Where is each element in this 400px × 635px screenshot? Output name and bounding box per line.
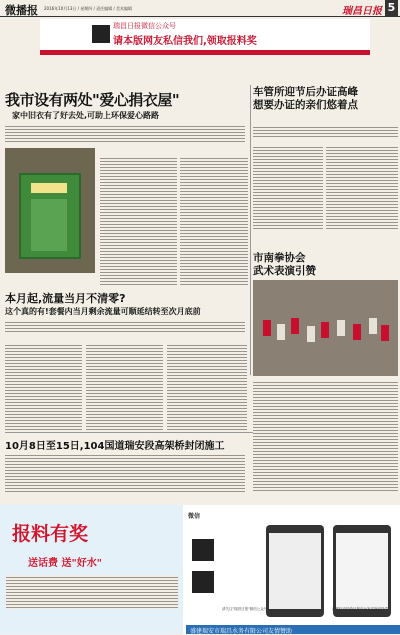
page-number: 5 bbox=[385, 0, 398, 16]
story2-body bbox=[5, 343, 82, 433]
story2-body-3 bbox=[167, 343, 247, 433]
ad-footer bbox=[186, 625, 400, 634]
story-right1-lead bbox=[253, 125, 398, 138]
story-right2-headline: 市南拳协会 武术表演引赞 bbox=[253, 252, 316, 277]
qr-code-icon bbox=[92, 25, 110, 43]
ad-caption-2: 在微信直接给日报后台发送新闻线索 bbox=[332, 607, 388, 611]
ad-title: 报料有奖 bbox=[12, 523, 89, 545]
qr-code-icon bbox=[192, 571, 214, 593]
phone-screenshot bbox=[333, 525, 391, 617]
story-right1-body-2 bbox=[326, 145, 398, 231]
ad-slogan: 送话费 送"好水" bbox=[28, 558, 102, 569]
story1-lead-text bbox=[5, 124, 245, 143]
qr-code-icon bbox=[192, 539, 214, 561]
sponsor-text: 盛建瑞安市瑞昌水务有限公司友情赞助 bbox=[190, 628, 293, 635]
ad-body-text bbox=[6, 575, 178, 609]
story-right1-body bbox=[253, 145, 323, 231]
story2-body-2 bbox=[86, 343, 163, 433]
story-right2-body bbox=[253, 380, 398, 425]
story2-headline: 本月起,流量当月不清零? bbox=[5, 292, 126, 305]
story1-body-text bbox=[100, 156, 177, 285]
story-right1-headline: 车管所迎节后办证高峰 想要办证的亲们悠着点 bbox=[253, 86, 358, 111]
advertisement bbox=[0, 505, 400, 634]
brief-news-body bbox=[253, 425, 398, 493]
story2-lead bbox=[5, 320, 245, 332]
story1-photo bbox=[5, 148, 95, 273]
issue-date: 2016年10月13日 / 星期四 / 责任编辑 / 美术编辑 bbox=[44, 6, 133, 11]
wechat-label: 微信 bbox=[188, 513, 201, 520]
story3-body bbox=[5, 453, 245, 493]
clothing-donation-bin-image bbox=[19, 173, 81, 259]
story2-subheadline: 这个真的有!套餐内当月剩余流量可顺延结转至次月底前 bbox=[5, 307, 201, 316]
banner-top-text: 瑞昌日报微信公众号 bbox=[113, 22, 176, 30]
ad-caption-1: 请关注"瑞昌日报"微信公众号 bbox=[222, 607, 268, 611]
column-title: 微播报 bbox=[5, 4, 38, 17]
story1-body-text-2 bbox=[180, 156, 248, 285]
newspaper-logo: 瑞昌日报 bbox=[342, 6, 382, 17]
top-banner bbox=[40, 19, 370, 55]
story1-subheadline: 家中旧衣有了好去处,可助上环保爱心路路 bbox=[12, 111, 160, 120]
story1-headline: 我市设有两处"爱心捐衣屋" bbox=[5, 91, 180, 109]
phone-screenshot bbox=[266, 525, 324, 617]
martial-arts-photo bbox=[253, 280, 398, 376]
banner-divider bbox=[40, 50, 370, 55]
page-header bbox=[0, 0, 400, 17]
banner-main-text: 请本版网友私信我们,领取报料奖 bbox=[113, 36, 257, 47]
column-divider bbox=[250, 85, 251, 375]
story3-headline: 10月8日至15日,104国道瑞安段高架桥封闭施工 bbox=[5, 441, 225, 452]
